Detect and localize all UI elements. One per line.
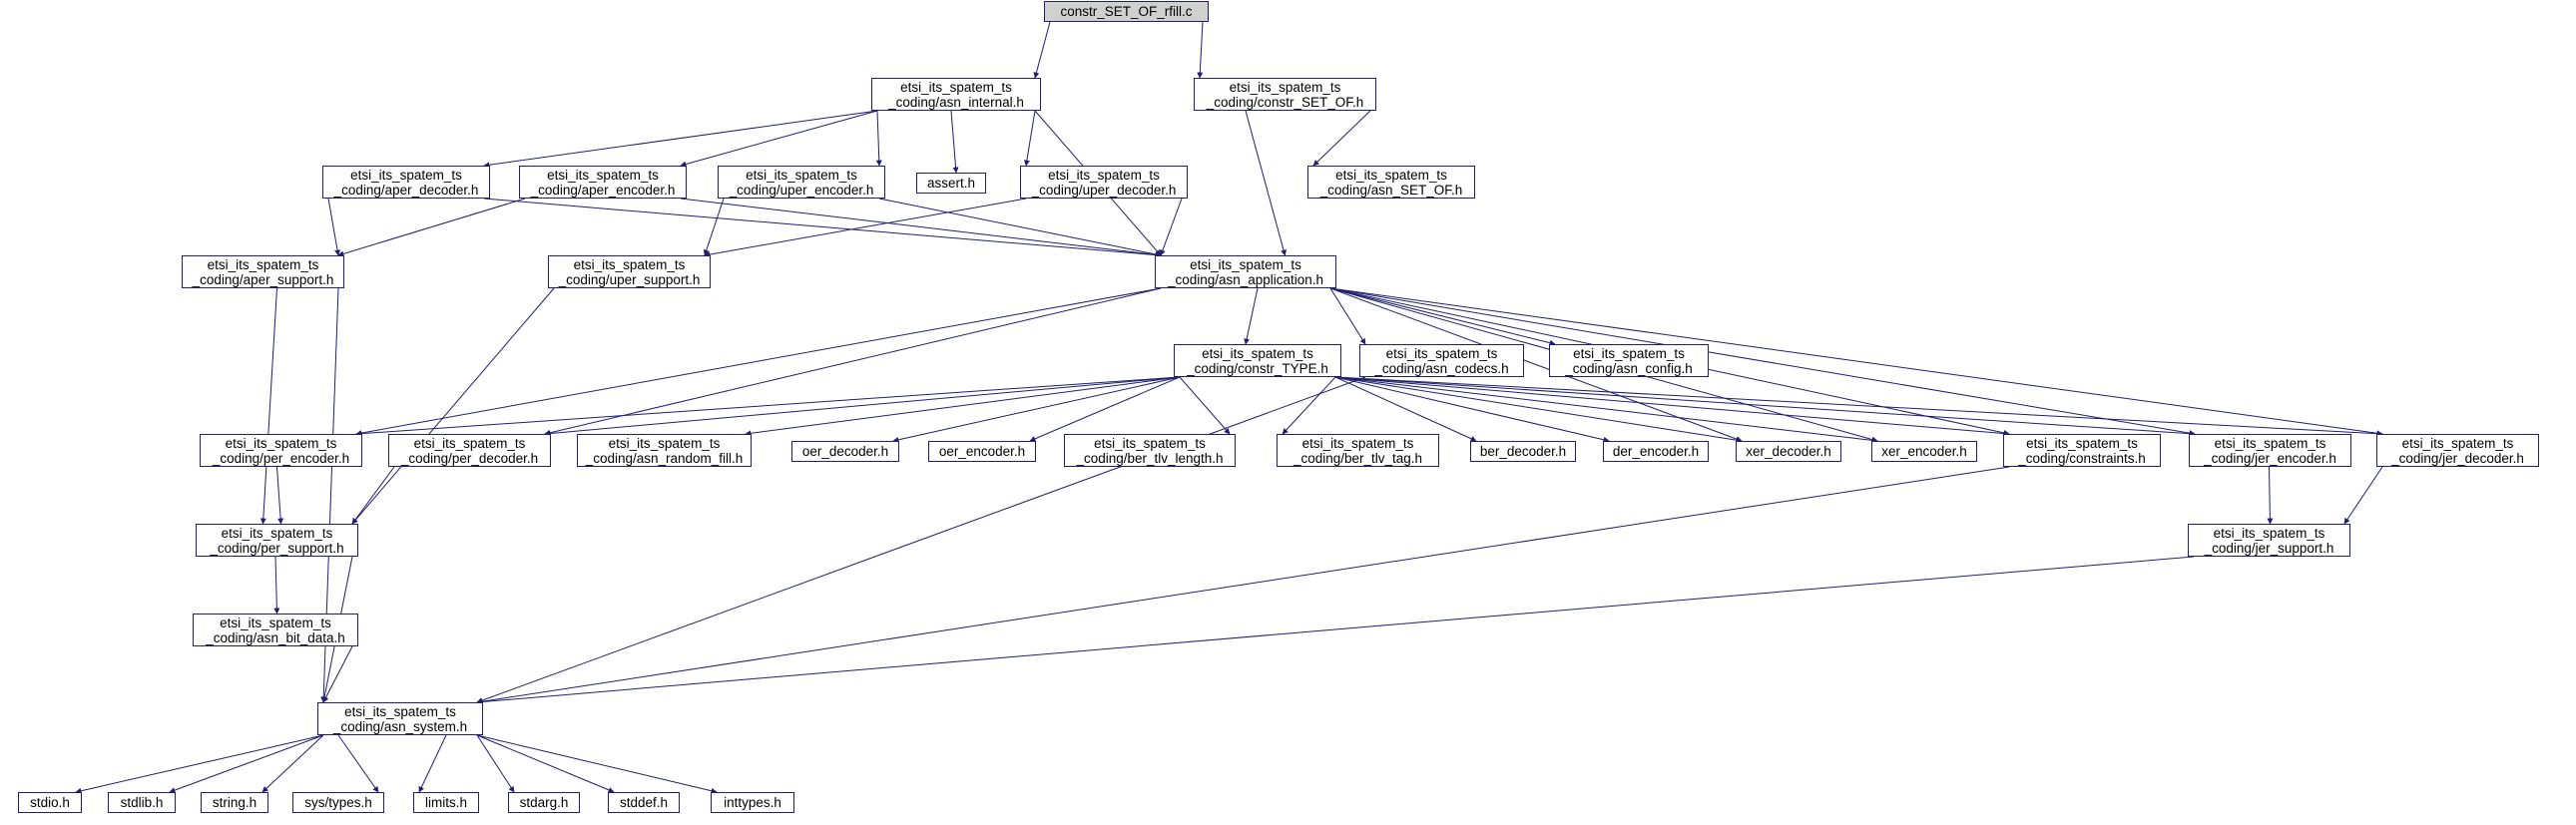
graph-node-stdlib[interactable]: [108, 792, 176, 813]
graph-node-label: _coding/jer_support.h: [2204, 540, 2334, 556]
graph-node-label: _coding/ber_tlv_tag.h: [1292, 450, 1423, 466]
graph-edge-root-to-asn_internal: [1035, 22, 1050, 78]
graph-node-uper_support[interactable]: [548, 255, 711, 288]
graph-node-label: _coding/per_decoder.h: [400, 450, 539, 466]
graph-node-oer_decoder[interactable]: [791, 441, 899, 462]
graph-edge-asn_application-to-per_decoder: [545, 288, 1161, 434]
graph-node-label: constr_SET_OF_rfill.c: [1060, 4, 1193, 19]
graph-edge-jer_decoder-to-jer_support: [2344, 467, 2382, 524]
graph-edge-asn_application-to-asn_codecs: [1330, 288, 1365, 344]
graph-node-label: etsi_its_spatem_ts: [900, 79, 1012, 95]
graph-edge-asn_system-to-stdlib: [170, 735, 323, 792]
graph-node-string[interactable]: [201, 792, 268, 813]
graph-node-asn_random_fill[interactable]: [577, 434, 752, 467]
graph-edge-asn_application-to-per_encoder: [356, 288, 1161, 434]
graph-node-aper_decoder[interactable]: [322, 166, 490, 199]
graph-edge-constr_TYPE-to-xer_encoder: [1335, 377, 1877, 441]
graph-edge-asn_bit_data-to-asn_system: [323, 646, 352, 702]
graph-node-label: ber_decoder.h: [1479, 444, 1567, 459]
graph-edge-constr_TYPE-to-oer_decoder: [893, 377, 1180, 441]
graph-node-label: _coding/ber_tlv_length.h: [1076, 450, 1224, 466]
graph-edge-asn_system-to-string: [262, 735, 323, 792]
graph-node-label: etsi_its_spatem_ts: [220, 615, 331, 630]
graph-edge-asn_system-to-inttypes: [477, 735, 717, 792]
graph-node-label: _coding/asn_SET_OF.h: [1319, 182, 1463, 198]
graph-node-der_encoder[interactable]: [1603, 441, 1709, 462]
graph-node-ber_tlv_tag[interactable]: [1277, 434, 1439, 467]
graph-edge-constr_TYPE-to-per_decoder: [545, 377, 1180, 434]
graph-node-label: etsi_its_spatem_ts: [207, 256, 319, 272]
graph-node-label: oer_encoder.h: [938, 444, 1026, 459]
graph-edge-aper_decoder-to-aper_support: [328, 199, 338, 255]
graph-node-per_decoder[interactable]: [388, 434, 551, 467]
graph-edge-constr_TYPE-to-constraints: [1335, 377, 2009, 434]
graph-node-constr_SET_OF[interactable]: [1194, 78, 1376, 111]
graph-node-label: oer_decoder.h: [801, 444, 889, 459]
graph-node-aper_encoder[interactable]: [519, 166, 687, 199]
graph-node-jer_support[interactable]: [2188, 524, 2350, 557]
graph-edge-asn_system-to-stdio: [76, 735, 323, 792]
graph-edge-asn_codecs-to-asn_system: [477, 377, 1365, 702]
graph-edge-constr_TYPE-to-ber_decoder: [1335, 377, 1476, 441]
graph-edge-asn_internal-to-aper_encoder: [681, 111, 877, 166]
graph-node-xer_encoder[interactable]: [1871, 441, 1977, 462]
graph-node-label: etsi_its_spatem_ts: [2213, 525, 2325, 541]
graph-node-asn_codecs[interactable]: [1359, 344, 1524, 377]
graph-node-label: _coding/constraints.h: [2018, 450, 2146, 466]
graph-node-label: etsi_its_spatem_ts: [1301, 435, 1414, 451]
graph-node-ber_tlv_length[interactable]: [1064, 434, 1236, 467]
graph-node-stddef[interactable]: [608, 792, 680, 813]
graph-node-label: _coding/jer_encoder.h: [2204, 450, 2336, 466]
graph-node-label: etsi_its_spatem_ts: [1048, 167, 1160, 183]
graph-node-label: string.h: [212, 795, 258, 810]
graph-node-assert[interactable]: [916, 173, 986, 194]
graph-node-xer_decoder[interactable]: [1736, 441, 1841, 462]
graph-node-label: etsi_its_spatem_ts: [1385, 345, 1498, 361]
graph-node-label: _coding/per_support.h: [210, 540, 344, 556]
graph-node-asn_config[interactable]: [1549, 344, 1709, 377]
graph-node-label: _coding/asn_application.h: [1167, 271, 1324, 287]
graph-node-per_encoder[interactable]: [200, 434, 362, 467]
graph-node-label: etsi_its_spatem_ts: [2401, 435, 2514, 451]
graph-node-label: _coding/asn_codecs.h: [1374, 360, 1509, 376]
graph-edge-constraints-to-asn_system: [477, 467, 2009, 702]
graph-edge-constr_TYPE-to-ber_tlv_tag: [1283, 377, 1335, 434]
graph-node-label: etsi_its_spatem_ts: [350, 167, 462, 183]
graph-edge-uper_decoder-to-asn_application: [1161, 199, 1182, 255]
graph-node-label: _coding/aper_decoder.h: [333, 182, 479, 198]
graph-edge-asn_internal-to-assert: [951, 111, 956, 173]
graph-edge-aper_support-to-per_support: [263, 288, 277, 524]
graph-node-label: etsi_its_spatem_ts: [608, 435, 721, 451]
graph-node-label: stdarg.h: [519, 795, 569, 810]
graph-node-label: etsi_its_spatem_ts: [413, 435, 526, 451]
graph-edge-aper_encoder-to-aper_support: [338, 199, 525, 255]
graph-edge-uper_decoder-to-uper_support: [705, 199, 1026, 255]
graph-node-label: _coding/asn_internal.h: [888, 94, 1024, 110]
graph-edge-asn_internal-to-uper_decoder: [1026, 111, 1035, 166]
graph-edge-asn_system-to-stddef: [477, 735, 614, 792]
graph-edge-asn_application-to-constr_TYPE: [1246, 288, 1258, 344]
graph-edge-uper_encoder-to-uper_support: [705, 199, 724, 255]
graph-node-label: der_encoder.h: [1612, 444, 1700, 459]
graph-edge-constr_TYPE-to-jer_encoder: [1335, 377, 2195, 434]
graph-edge-uper_support-to-per_support: [352, 288, 554, 524]
graph-edge-asn_internal-to-uper_encoder: [877, 111, 879, 166]
graph-edge-asn_application-to-asn_config: [1330, 288, 1555, 344]
graph-node-systypes[interactable]: [292, 792, 384, 813]
graph-node-label: xer_encoder.h: [1881, 444, 1967, 459]
graph-node-label: assert.h: [926, 176, 976, 191]
graph-node-asn_application[interactable]: [1155, 255, 1336, 288]
graph-node-label: etsi_its_spatem_ts: [344, 703, 456, 719]
graph-node-label: etsi_its_spatem_ts: [1094, 435, 1206, 451]
graph-node-label: etsi_its_spatem_ts: [221, 525, 333, 541]
graph-node-inttypes[interactable]: [711, 792, 794, 813]
graph-edge-constr_TYPE-to-xer_decoder: [1335, 377, 1742, 441]
graph-node-label: etsi_its_spatem_ts: [1202, 345, 1313, 361]
graph-node-asn_system[interactable]: [317, 702, 483, 735]
graph-node-root[interactable]: [1044, 1, 1209, 22]
graph-node-asn_internal[interactable]: [871, 78, 1041, 111]
graph-edge-constr_TYPE-to-asn_random_fill: [746, 377, 1180, 434]
graph-node-label: xer_decoder.h: [1746, 444, 1831, 459]
graph-node-uper_decoder[interactable]: [1020, 166, 1188, 199]
graph-node-aper_support[interactable]: [182, 255, 344, 288]
graph-edge-asn_system-to-stdarg: [477, 735, 514, 792]
graph-node-label: _coding/constr_SET_OF.h: [1206, 94, 1364, 110]
graph-node-label: _coding/per_encoder.h: [212, 450, 350, 466]
graph-node-label: etsi_its_spatem_ts: [2214, 435, 2326, 451]
graph-node-label: _coding/aper_encoder.h: [530, 182, 676, 198]
graph-node-uper_encoder[interactable]: [718, 166, 885, 199]
graph-edge-jer_support-to-asn_system: [477, 557, 2194, 702]
graph-edge-constr_TYPE-to-ber_tlv_length: [1180, 377, 1230, 434]
graph-node-label: etsi_its_spatem_ts: [2026, 435, 2138, 451]
graph-node-label: _coding/asn_system.h: [332, 718, 468, 734]
graph-node-label: limits.h: [424, 795, 467, 810]
graph-edge-aper_decoder-to-asn_application: [484, 199, 1161, 255]
graph-node-label: inttypes.h: [724, 795, 781, 810]
graph-node-label: _coding/uper_decoder.h: [1031, 182, 1177, 198]
graph-node-label: _coding/aper_support.h: [192, 271, 334, 287]
graph-edge-constr_SET_OF-to-asn_application: [1246, 111, 1286, 255]
graph-edge-root-to-constr_SET_OF: [1200, 22, 1203, 78]
graph-node-label: _coding/uper_encoder.h: [729, 182, 874, 198]
graph-node-label: stddef.h: [619, 795, 669, 810]
graph-edge-constr_TYPE-to-oer_encoder: [1030, 377, 1180, 441]
graph-node-label: sys/types.h: [304, 795, 372, 810]
graph-edge-constr_TYPE-to-der_encoder: [1335, 377, 1609, 441]
graph-edge-per_encoder-to-per_support: [277, 467, 281, 524]
graph-node-constr_TYPE[interactable]: [1174, 344, 1341, 377]
graph-node-label: etsi_its_spatem_ts: [225, 435, 337, 451]
graph-node-oer_encoder[interactable]: [928, 441, 1036, 462]
graph-edge-asn_system-to-systypes: [338, 735, 378, 792]
graph-edge-per_support-to-asn_bit_data: [275, 557, 277, 614]
graph-node-label: etsi_its_spatem_ts: [1335, 167, 1447, 183]
graph-edge-constr_SET_OF-to-asn_SET_OF: [1313, 111, 1370, 166]
graph-node-ber_decoder[interactable]: [1470, 441, 1576, 462]
graph-node-stdio[interactable]: [18, 792, 82, 813]
graph-node-label: stdlib.h: [120, 795, 164, 810]
graph-node-limits[interactable]: [413, 792, 479, 813]
graph-node-label: etsi_its_spatem_ts: [746, 167, 857, 183]
graph-node-label: etsi_its_spatem_ts: [1190, 256, 1301, 272]
graph-edge-asn_system-to-limits: [419, 735, 446, 792]
graph-edge-aper_encoder-to-asn_application: [681, 199, 1161, 255]
graph-node-label: etsi_its_spatem_ts: [547, 167, 659, 183]
graph-node-asn_bit_data[interactable]: [193, 614, 358, 646]
graph-node-label: etsi_its_spatem_ts: [573, 256, 686, 272]
graph-node-label: stdio.h: [30, 795, 70, 810]
graph-node-label: _coding/asn_random_fill.h: [585, 450, 744, 466]
graph-node-label: etsi_its_spatem_ts: [1229, 79, 1341, 95]
graph-node-label: _coding/asn_bit_data.h: [206, 629, 345, 645]
graph-edge-constr_TYPE-to-per_encoder: [356, 377, 1180, 434]
graph-node-label: _coding/constr_TYPE.h: [1187, 360, 1328, 376]
graph-node-jer_decoder[interactable]: [2376, 434, 2539, 467]
graph-edge-asn_internal-to-aper_decoder: [484, 111, 877, 166]
graph-node-stdarg[interactable]: [508, 792, 580, 813]
graph-edge-constr_TYPE-to-jer_decoder: [1335, 377, 2382, 434]
graph-node-constraints[interactable]: [2003, 434, 2161, 467]
graph-node-jer_encoder[interactable]: [2189, 434, 2351, 467]
graph-node-label: _coding/jer_decoder.h: [2391, 450, 2524, 466]
graph-edge-uper_encoder-to-asn_application: [879, 199, 1161, 255]
graph-edge-jer_encoder-to-jer_support: [2270, 467, 2271, 524]
graph-node-label: _coding/asn_config.h: [1565, 360, 1693, 376]
graph-node-per_support[interactable]: [196, 524, 358, 557]
graph-node-label: _coding/uper_support.h: [558, 271, 701, 287]
graph-edge-per_decoder-to-per_support: [352, 467, 394, 524]
graph-node-label: etsi_its_spatem_ts: [1573, 345, 1685, 361]
graph-node-asn_SET_OF[interactable]: [1307, 166, 1475, 199]
